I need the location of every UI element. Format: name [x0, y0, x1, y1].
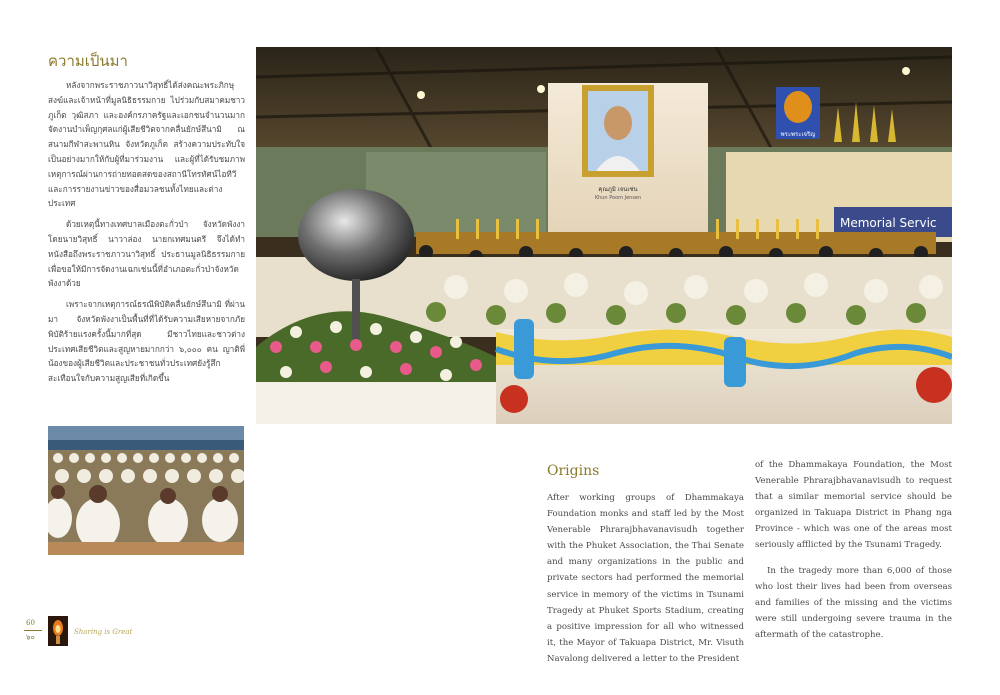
origins-column-2: [755, 457, 952, 643]
portrait-caption-english: Khun Poom Jensen: [594, 195, 642, 201]
page-number-divider: [24, 630, 42, 631]
thai-paragraph-3: เพราะจากเหตุการณ์ธรณีพิบัติคลื่นยักษ์สึนามิ ที่ผ่านมา จังหวัดพังงาเป็นพื้นที่ที่ได้รับความเสียหายจากภัยพิบัติร้ายแรงครั้งนี้มากที่สุด มีชาวไทยและชาวต่างประเทศเสียชีวิตและสูญหายมากกว่า ๖,๐๐๐ คน ญาติพี่น้องของผู้เสียชีวิตและประชาชนทั่วประเทศยังรู้สึกสะเทือนใจกับความสูญเสียที่เกิดขึ้น: [48, 299, 245, 384]
thai-body-text: [48, 78, 245, 392]
page-number: 60: [26, 619, 35, 627]
portrait-caption-thai: คุณภูมิ เจนเซ่น: [598, 186, 638, 193]
footer-candle-thumbnail: [48, 616, 68, 646]
origins-paragraph-1-continued: of the Dhammakaya Foundation, the Most Venerable Phrarajbhavanavisudh to request that a similar memorial service should be organized in Takuapa District in Phang nga Province - which was one of the areas most seriously afflicted by the Tsunami Tragedy.: [755, 460, 952, 551]
monk-portrait-caption: พระพระเจริญ: [780, 131, 816, 138]
origins-paragraph-1: After working groups of Dhammakaya Foundation monks and staff led by the Most Venerable Phrarajbhavanavisudh together with the Phuket Association, the Thai Senate and many organizations in the public and private sectors had performed the memorial service in memory of the victims in Tsunami Tragedy at Phuket Sports Stadium, creating a positive impression for all who witnessed it, the Mayor of Takuapa District, Mr. Visuth Navalong delivered a letter to the President: [547, 493, 744, 664]
origins-paragraph-2: In the tragedy more than 6,000 of those who lost their lives had been from overseas and families of the missing and the victims were still undergoing severe trauma in the aftermath of the catastrophe.: [755, 565, 952, 640]
memorial-ceremony-photo: [256, 47, 952, 424]
page-number-thai: ๖๐: [26, 633, 35, 641]
footer-book-title: Sharing is Great: [74, 628, 133, 636]
thai-section-title: ความเป็นมา: [48, 52, 128, 70]
origins-title: Origins: [547, 463, 600, 479]
thai-paragraph-2: ด้วยเหตุนี้ทางเทศบาลเมืองตะกั่วป่า จังหวัดพังงา โดยนายวิสุทธิ์ นาวาล่อง นายกเทศมนตรี จึงได้ทำหนังสือถึงพระราชภาวนาวิสุทธิ์ ประธานมูลนิธิธรรมกาย เพื่อขอให้มีการจัดงานเฉกเช่นนี้ที่อำเภอตะกั่วป่าจังหวัดพังงาด้วย: [48, 219, 245, 289]
seated-attendees-photo: [48, 426, 244, 555]
origins-column-1: [547, 490, 744, 667]
memorial-banner-text: Memorial Servic: [840, 216, 937, 230]
thai-paragraph-1: หลังจากพระราชภาวนาวิสุทธิ์ได้ส่งคณะพระภิกษุสงฆ์และเจ้าหน้าที่มูลนิธิธรรมกาย ไปร่วมกับสมาคมชาวภูเก็ต วุฒิสภา และองค์กรภาครัฐและเอกชนจำนวนมาก จัดงานบำเพ็ญกุศลแก่ผู้เสียชีวิตจากคลื่นยักษ์สึนามิ ณ สนามกีฬาสะพานหิน จังหวัดภูเก็ต สร้างความประทับใจเป็นอย่างมากให้กับผู้ที่มาร่วมงาน และผู้ที่ได้รับชมภาพเหตุการณ์ผ่านการถ่ายทอดสดของสถานีโทรทัศน์ไอทีวี และการรายงานข่าวของสื่อมวลชนทั้งไทยและต่างประเทศ: [48, 80, 245, 209]
